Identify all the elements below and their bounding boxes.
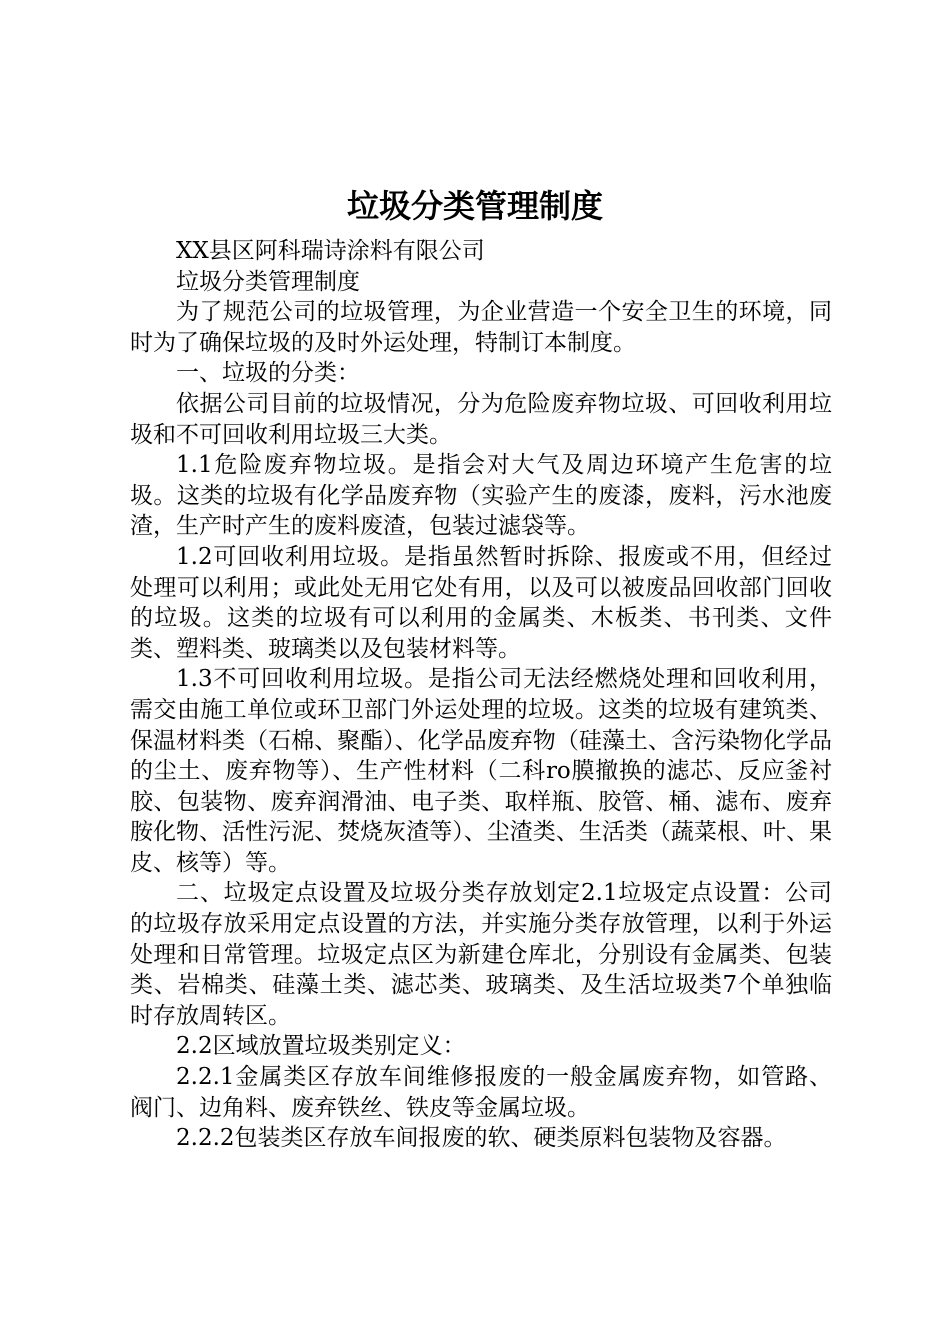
document-title: 垃圾分类管理制度 <box>346 187 603 225</box>
paragraph-classification: 依据公司目前的垃圾情况，分为危险废弃物垃圾、可回收利用垃圾和不可回收利用垃圾三大类。 <box>130 390 832 448</box>
paragraph-1-1: 1.1危险废弃物垃圾。是指会对大气及周边环境产生危害的垃圾。这类的垃圾有化学品废弃物（实验产生的废漆，废料，污水池废渣，生产时产生的废料废渣，包装过滤袋等。 <box>130 452 832 540</box>
paragraph-intro: 为了规范公司的垃圾管理，为企业营造一个安全卫生的环境，同时为了确保垃圾的及时外运处理，特制订本制度。 <box>130 299 832 356</box>
paragraph-2-2-2: 2.2.2包装类区存放车间报废的软、硬类原料包装物及容器。 <box>176 1125 787 1152</box>
section-heading-1: 一、垃圾的分类： <box>176 360 360 387</box>
paragraph-2-2-1: 2.2.1金属类区存放车间维修报废的一般金属废弃物，如管路、阀门、边角料、废弃铁丝、铁皮等金属垃圾。 <box>130 1064 832 1121</box>
paragraph-section-2: 二、垃圾定点设置及垃圾分类存放划定2.1垃圾定点设置：公司的垃圾存放采用定点设置的方法，并实施分类存放管理，以利于外运处理和日常管理。垃圾定点区为新建仓库北，分别设有金属类、包装类、岩棉类、硅藻土类、滤芯类、玻璃类、及生活垃圾类7个单独临时存放周转区。 <box>130 880 832 1029</box>
company-name: XX县区阿科瑞诗涂料有限公司 <box>176 238 485 264</box>
paragraph-1-2: 1.2可回收利用垃圾。是指虽然暂时拆除、报废或不用，但经过处理可以利用；或此处无用它处有用，以及可以被废品回收部门回收的垃圾。这类的垃圾有可以利用的金属类、木板类、书刊类、文件类、塑料类、玻璃类以及包装材料等。 <box>130 543 832 662</box>
subtitle: 垃圾分类管理制度 <box>176 268 360 295</box>
paragraph-1-3: 1.3不可回收利用垃圾。是指公司无法经燃烧处理和回收利用，需交由施工单位或环卫部门外运处理的垃圾。这类的垃圾有建筑类、保温材料类（石棉、聚酯）、化学品废弃物（硅藻土、含污染物化学品的尘土、废弃物等）、生产性材料（二科ro膜撤换的滤芯、反应釜衬胶、包装物、废弃润滑油、电子类、取样瓶、胶管、桶、滤布、废弃胺化物、活性污泥、焚烧灰渣等）、尘渣类、生活类（蔬菜根、叶、果皮、核等）等。 <box>130 666 832 876</box>
paragraph-2-2: 2.2区域放置垃圾类别定义： <box>176 1033 466 1060</box>
document-body <box>130 236 832 1154</box>
